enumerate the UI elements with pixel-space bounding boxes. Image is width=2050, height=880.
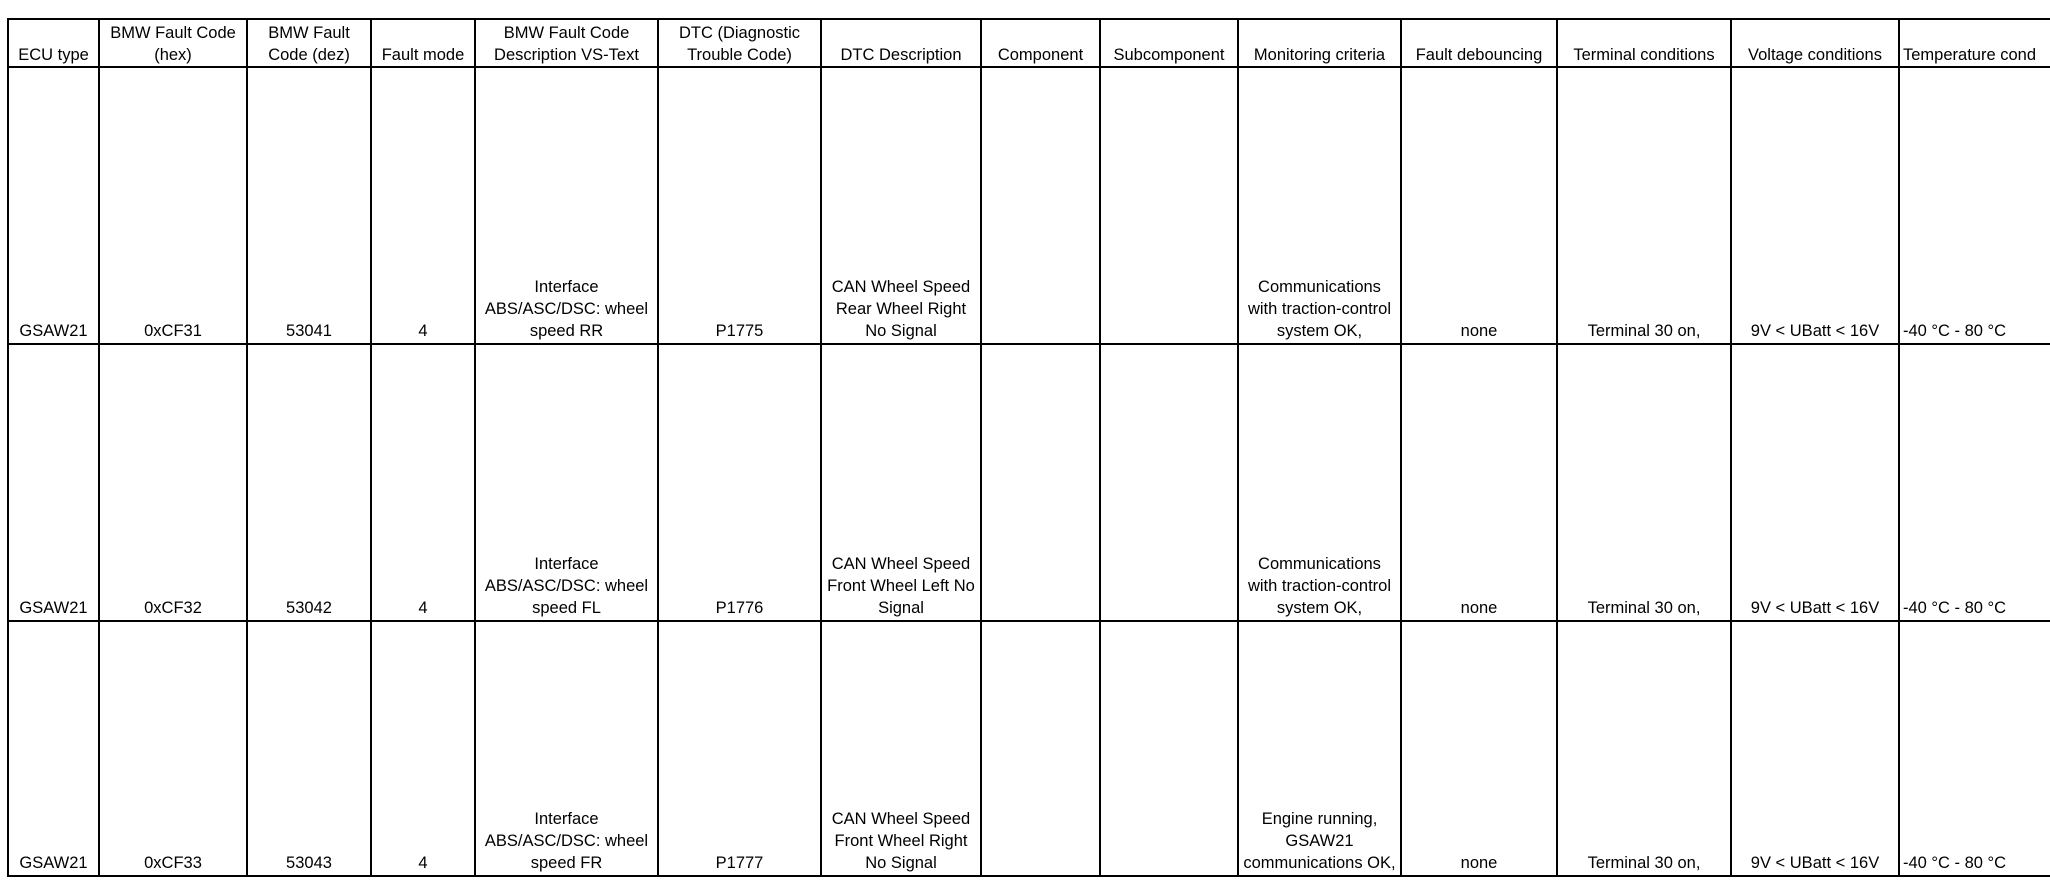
cell-dtc-description: CAN Wheel Speed Front Wheel Left No Signal [821,344,981,621]
cell-subcomponent [1100,67,1238,344]
header-monitoring-criteria: Monitoring criteria [1238,19,1401,67]
cell-temperature-conditions: -40 °C - 80 °C [1899,621,2050,876]
cell-dtc: P1775 [658,67,821,344]
header-voltage-conditions: Voltage conditions [1731,19,1899,67]
cell-voltage-conditions: 9V < UBatt < 16V [1731,621,1899,876]
cell-monitoring-criteria: Communications with traction-control system OK, [1238,344,1401,621]
cell-fault-code-hex: 0xCF32 [99,344,247,621]
cell-fault-mode: 4 [371,344,475,621]
cell-dtc-description: CAN Wheel Speed Front Wheel Right No Signal [821,621,981,876]
cell-dtc-description: CAN Wheel Speed Rear Wheel Right No Signal [821,67,981,344]
cell-component [981,67,1100,344]
header-dtc-description: DTC Description [821,19,981,67]
fault-code-table [7,18,2050,877]
cell-subcomponent [1100,344,1238,621]
header-temperature-conditions: Temperature cond [1899,19,2050,67]
cell-temperature-conditions: -40 °C - 80 °C [1899,67,2050,344]
cell-vs-text: Interface ABS/ASC/DSC: wheel speed FR [475,621,658,876]
cell-voltage-conditions: 9V < UBatt < 16V [1731,67,1899,344]
header-ecu-type: ECU type [8,19,99,67]
cell-dtc: P1777 [658,621,821,876]
cell-subcomponent [1100,621,1238,876]
cell-vs-text: Interface ABS/ASC/DSC: wheel speed RR [475,67,658,344]
cell-fault-debouncing: none [1401,67,1557,344]
header-fault-mode: Fault mode [371,19,475,67]
header-terminal-conditions: Terminal conditions [1557,19,1731,67]
cell-ecu-type: GSAW21 [8,67,99,344]
cell-dtc: P1776 [658,344,821,621]
table-row [8,344,2050,621]
cell-fault-debouncing: none [1401,344,1557,621]
cell-temperature-conditions: -40 °C - 80 °C [1899,344,2050,621]
header-fault-code-hex: BMW Fault Code (hex) [99,19,247,67]
table-row [8,67,2050,344]
cell-fault-code-dez: 53041 [247,67,371,344]
header-fault-debouncing: Fault debouncing [1401,19,1557,67]
cell-ecu-type: GSAW21 [8,344,99,621]
header-subcomponent: Subcomponent [1100,19,1238,67]
cell-fault-code-dez: 53043 [247,621,371,876]
cell-monitoring-criteria: Communications with traction-control system OK, [1238,67,1401,344]
cell-fault-code-hex: 0xCF33 [99,621,247,876]
cell-fault-debouncing: none [1401,621,1557,876]
cell-component [981,621,1100,876]
cell-fault-mode: 4 [371,621,475,876]
header-component: Component [981,19,1100,67]
cell-monitoring-criteria: Engine running, GSAW21 communications OK, [1238,621,1401,876]
header-dtc: DTC (Diagnostic Trouble Code) [658,19,821,67]
cell-fault-code-dez: 53042 [247,344,371,621]
header-row [8,19,2050,67]
header-vs-text: BMW Fault Code Description VS-Text [475,19,658,67]
cell-voltage-conditions: 9V < UBatt < 16V [1731,344,1899,621]
cell-ecu-type: GSAW21 [8,621,99,876]
table-row [8,621,2050,876]
cell-fault-mode: 4 [371,67,475,344]
cell-terminal-conditions: Terminal 30 on, [1557,621,1731,876]
header-fault-code-dez: BMW Fault Code (dez) [247,19,371,67]
cell-vs-text: Interface ABS/ASC/DSC: wheel speed FL [475,344,658,621]
cell-component [981,344,1100,621]
cell-terminal-conditions: Terminal 30 on, [1557,67,1731,344]
cell-fault-code-hex: 0xCF31 [99,67,247,344]
cell-terminal-conditions: Terminal 30 on, [1557,344,1731,621]
